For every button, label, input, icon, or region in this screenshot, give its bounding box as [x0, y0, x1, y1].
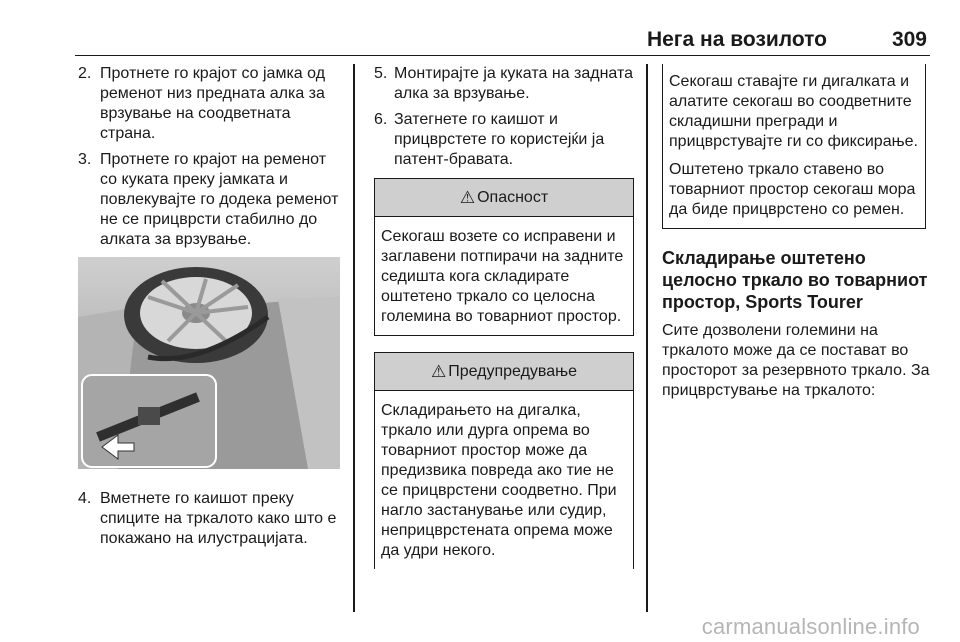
column-1	[78, 64, 346, 555]
page-header	[75, 22, 930, 56]
caution-title: Предупредување	[448, 362, 578, 380]
warning-triangle-icon: ⚠	[430, 361, 447, 381]
danger-box	[374, 178, 634, 336]
step-6	[374, 110, 634, 170]
danger-text: Секогаш возете со исправени и заглавени потпирачи на задните седишта кога складирате оштетено тркало со целосна големина во товарниот простор.	[381, 228, 624, 325]
step-number: 6.	[374, 111, 388, 128]
warning-triangle-icon: ⚠	[459, 187, 476, 207]
caution-box	[374, 352, 634, 569]
step-3	[78, 150, 346, 250]
spare-wheel-illustration	[78, 257, 340, 469]
column-3	[662, 64, 932, 401]
step-text: Вметнете го каишот преку спиците на тркалото како што е покажано на илустрацијата.	[100, 490, 337, 547]
danger-title: Опасност	[477, 188, 549, 206]
section-heading: Складирање оштетено целосно тркало во товарниот простор, Sports Tourer	[662, 248, 928, 312]
trunk-wheel-drawing	[78, 257, 340, 469]
column-2	[374, 64, 634, 569]
caution-continued-box	[662, 64, 926, 229]
step-4	[78, 489, 346, 549]
page-title: Нега на возилото	[646, 28, 827, 51]
step-text: Протнете го крајот со јамка од ременот низ предната алка за врзување на соодветната страна.	[100, 65, 326, 142]
step-number: 4.	[78, 490, 92, 507]
page-number: 309	[891, 28, 927, 51]
caution-paragraph: Оштетено тркало ставено во товарниот простор секогаш мора да биде прицврстено со ремен.	[669, 161, 916, 218]
step-text: Протнете го крајот на ременот со куката преку јамката и повлекувајте го додека ременот не се прицврсти стабилно до алката за врзување.	[100, 151, 339, 248]
step-text: Монтирајте ја куката на задната алка за врзување.	[394, 65, 633, 102]
danger-header	[375, 179, 633, 217]
section-body: Сите дозволени големини на тркалото може да се постават во просторот за резервното тркало. За прицврстување на тркалото:	[662, 322, 930, 399]
step-number: 3.	[78, 151, 92, 168]
watermark: carmanualsonline.info	[701, 614, 920, 639]
step-number: 5.	[374, 65, 388, 82]
column-divider-right	[646, 64, 648, 612]
caution-text: Складирањето на дигалка, тркало или дурга опрема во товарниот простор може да предизвика повреда ако тие не се прицврстени соодветно. При нагло застанување или судир, неприцврстената опрема може да удри некого.	[381, 402, 617, 559]
column-divider-left	[353, 64, 355, 612]
step-number: 2.	[78, 65, 92, 82]
step-2	[78, 64, 346, 144]
caution-paragraph: Секогаш ставајте ги дигалката и алатите секогаш во соодветните складишни прегради и прицврстувајте ги со фиксирање.	[669, 73, 918, 150]
step-text: Затегнете го каишот и прицврстете го користејќи ја патент-бравата.	[394, 111, 605, 168]
caution-header	[375, 353, 633, 391]
step-5	[374, 64, 634, 104]
